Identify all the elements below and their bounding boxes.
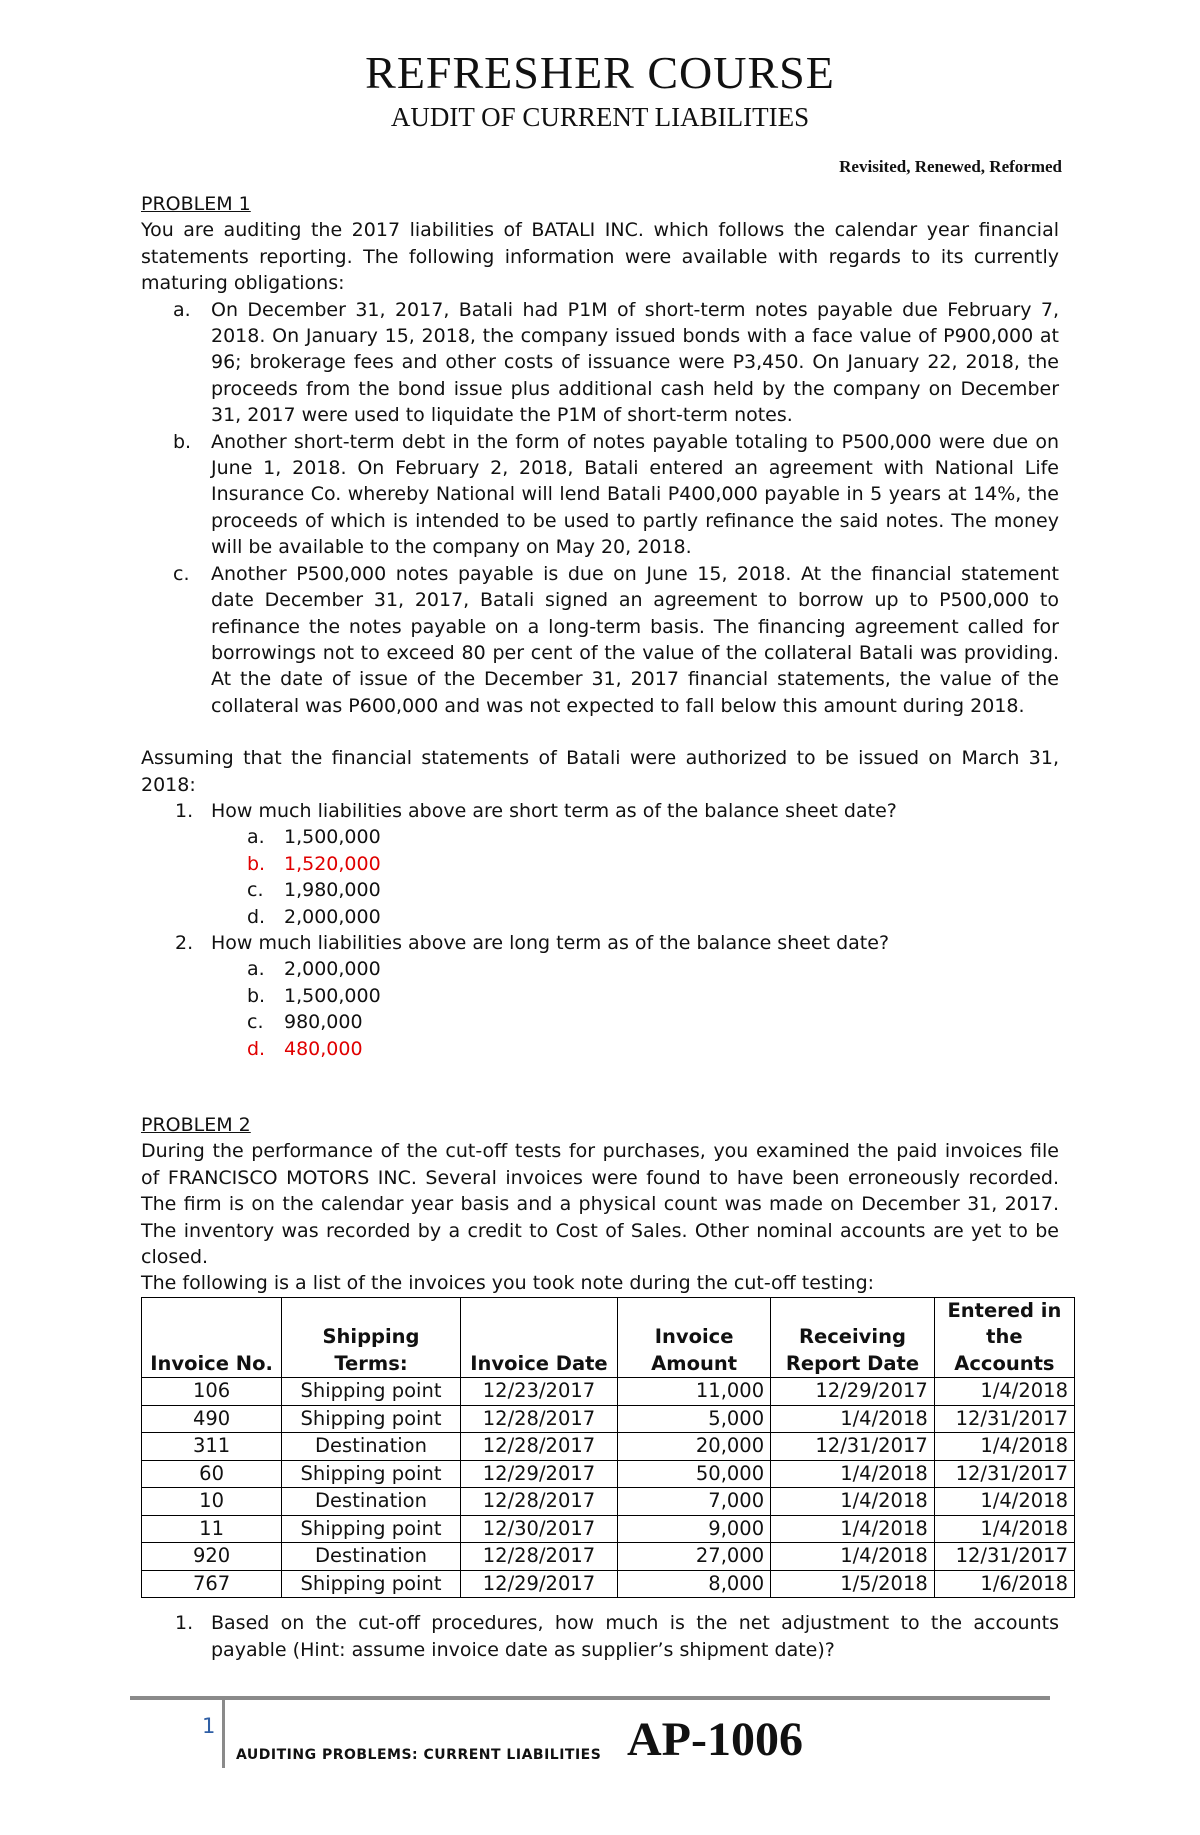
table-cell: 1/6/2018	[934, 1570, 1074, 1598]
table-cell: Shipping point	[282, 1460, 461, 1488]
table-cell: 9,000	[618, 1515, 771, 1543]
table-row	[142, 1460, 1075, 1488]
table-row	[142, 1405, 1075, 1433]
table-cell: Destination	[282, 1488, 461, 1516]
table-cell: 490	[142, 1405, 282, 1433]
table-cell: Shipping point	[282, 1570, 461, 1598]
question	[141, 930, 1059, 956]
table-cell: Shipping point	[282, 1515, 461, 1543]
option-letter: d.	[247, 1037, 266, 1060]
problem-1-assumption: Assuming that the financial statements of Batali were authorized to be issued on March 31, 2018:	[141, 747, 1059, 796]
option-value: 1,980,000	[284, 879, 381, 902]
answer-option	[141, 983, 1059, 1009]
column-header: Shipping Terms:	[282, 1297, 461, 1378]
problem-1-intro: You are auditing the 2017 liabilities of BATALI INC. which follows the calendar year financial statements reporting. The following information were available with regards to its currently maturing obligations:	[141, 219, 1059, 295]
document-subtitle: AUDIT OF CURRENT LIABILITIES	[390, 102, 810, 132]
option-value: 2,000,000	[284, 905, 381, 928]
table-cell: 106	[142, 1378, 282, 1406]
option-value: 2,000,000	[284, 958, 381, 981]
table-row	[142, 1570, 1075, 1598]
option-value: 1,500,000	[284, 826, 381, 849]
answer-option	[141, 824, 1059, 850]
option-value: 980,000	[284, 1011, 363, 1034]
table-cell: 12/28/2017	[460, 1543, 617, 1571]
invoice-table	[141, 1297, 1075, 1599]
table-cell: 11	[142, 1515, 282, 1543]
table-cell: 60	[142, 1460, 282, 1488]
option-letter: b.	[247, 852, 266, 875]
problem-1-items	[141, 297, 1059, 720]
problem-2-questions	[141, 1610, 1059, 1663]
option-letter: a.	[247, 826, 265, 849]
table-cell: 1/4/2018	[771, 1515, 935, 1543]
answer-option	[141, 956, 1059, 982]
table-cell: 1/4/2018	[771, 1488, 935, 1516]
question	[141, 1610, 1059, 1663]
footer-divider	[130, 1696, 1050, 1700]
question	[141, 798, 1059, 824]
table-cell: 12/31/2017	[771, 1433, 935, 1461]
option-value: 1,500,000	[284, 984, 381, 1007]
table-cell: 12/29/2017	[460, 1570, 617, 1598]
question-number: 2.	[175, 931, 194, 954]
table-cell: 11,000	[618, 1378, 771, 1406]
footer-code: AP-1006	[627, 1713, 803, 1766]
problem-2-section	[141, 1112, 1068, 1663]
table-cell: 1/4/2018	[771, 1460, 935, 1488]
table-cell: 8,000	[618, 1570, 771, 1598]
column-header: Invoice Amount	[618, 1297, 771, 1378]
table-cell: 1/4/2018	[934, 1515, 1074, 1543]
document-title: REFRESHER COURSE	[365, 47, 835, 98]
invoice-table-header	[142, 1297, 1075, 1378]
table-row	[142, 1378, 1075, 1406]
question-text: Based on the cut-off procedures, how much is the net adjustment to the accounts payable (Hint: assume invoice date as supplier’s shipment date)?	[211, 1612, 1059, 1661]
option-letter: d.	[247, 905, 266, 928]
option-letter: b.	[247, 984, 266, 1007]
table-cell: 1/5/2018	[771, 1570, 935, 1598]
table-cell: 7,000	[618, 1488, 771, 1516]
table-cell: 12/29/2017	[460, 1460, 617, 1488]
question-number: 1.	[175, 1612, 194, 1635]
table-cell: 767	[142, 1570, 282, 1598]
problem-1-section	[141, 191, 1059, 1062]
table-cell: 1/4/2018	[934, 1488, 1074, 1516]
column-header: Invoice Date	[460, 1297, 617, 1378]
table-row	[142, 1543, 1075, 1571]
item-marker: a.	[173, 298, 191, 321]
table-cell: 1/4/2018	[934, 1433, 1074, 1461]
problem-1-heading: PROBLEM 1	[141, 193, 251, 215]
item-marker: b.	[173, 430, 192, 453]
table-cell: 12/29/2017	[771, 1378, 935, 1406]
item-text: On December 31, 2017, Batali had P1M of short-term notes payable due February 7, 2018. On January 15, 2018, the company issued bonds with a face value of P900,000 at 96; brokerage fees and other costs of issuance were P3,450. On January 22, 2018, the proceeds from the bond issue plus additional cash held by the company on December 31, 2017 were used to liquidate the P1M of short-term notes.	[211, 298, 1059, 427]
table-cell: 12/28/2017	[460, 1488, 617, 1516]
problem-1-item	[141, 429, 1059, 561]
problem-2-intro: During the performance of the cut-off tests for purchases, you examined the paid invoices file of FRANCISCO MOTORS INC. Several invoices were found to have been erroneously recorded. The firm is on the calendar year basis and a physical count was made on December 31, 2017. The inventory was recorded by a credit to Cost of Sales. Other nominal accounts are yet to be closed.	[141, 1140, 1059, 1269]
table-cell: 12/28/2017	[460, 1433, 617, 1461]
table-cell: 12/23/2017	[460, 1378, 617, 1406]
answer-option-correct	[141, 1036, 1059, 1062]
invoice-list-intro: The following is a list of the invoices you took note during the cut-off testing:	[141, 1272, 875, 1295]
table-cell: 920	[142, 1543, 282, 1571]
tagline: Revisited, Renewed, Reformed	[839, 157, 1062, 176]
table-cell: 5,000	[618, 1405, 771, 1433]
item-marker: c.	[173, 562, 190, 585]
table-cell: 12/28/2017	[460, 1405, 617, 1433]
option-value: 480,000	[284, 1037, 363, 1060]
table-cell: 27,000	[618, 1543, 771, 1571]
footer-vertical-divider	[222, 1700, 225, 1768]
table-row	[142, 1515, 1075, 1543]
table-cell: 1/4/2018	[771, 1543, 935, 1571]
answer-option	[141, 877, 1059, 903]
problem-1-questions	[141, 798, 1059, 1062]
table-row	[142, 1433, 1075, 1461]
column-header: Receiving Report Date	[771, 1297, 935, 1378]
table-cell: 1/4/2018	[934, 1378, 1074, 1406]
column-header: Entered in the Accounts	[934, 1297, 1074, 1378]
table-cell: 12/31/2017	[934, 1460, 1074, 1488]
table-cell: 20,000	[618, 1433, 771, 1461]
item-text: Another short-term debt in the form of notes payable totaling to P500,000 were due on June 1, 2018. On February 2, 2018, Batali entered an agreement with National Life Insurance Co. whereby National will lend Batali P400,000 payable in 5 years at 14%, the proceeds of which is intended to be used to partly refinance the said notes. The money will be available to the company on May 20, 2018.	[211, 430, 1059, 559]
question-text: How much liabilities above are short term as of the balance sheet date?	[211, 799, 897, 822]
item-text: Another P500,000 notes payable is due on June 15, 2018. At the financial statement date December 31, 2017, Batali signed an agreement to borrow up to P500,000 to refinance the notes payable on a long-term basis. The financing agreement called for borrowings not to exceed 80 per cent of the value of the collateral Batali was providing. At the date of issue of the December 31, 2017 financial statements, the value of the collateral was P600,000 and was not expected to fall below this amount during 2018.	[211, 562, 1059, 717]
problem-1-item	[141, 297, 1059, 429]
option-letter: a.	[247, 958, 265, 981]
column-header: Invoice No.	[142, 1297, 282, 1378]
table-cell: 12/31/2017	[934, 1405, 1074, 1433]
answer-option	[141, 1009, 1059, 1035]
table-cell: Destination	[282, 1433, 461, 1461]
table-cell: 10	[142, 1488, 282, 1516]
table-cell: 311	[142, 1433, 282, 1461]
problem-2-heading: PROBLEM 2	[141, 1114, 251, 1136]
footer-running-title: AUDITING PROBLEMS: CURRENT LIABILITIES	[236, 1747, 602, 1763]
option-letter: c.	[247, 879, 264, 902]
answer-option-correct	[141, 851, 1059, 877]
table-cell: Shipping point	[282, 1378, 461, 1406]
table-cell: 12/31/2017	[934, 1543, 1074, 1571]
invoice-table-body	[142, 1378, 1075, 1598]
option-value: 1,520,000	[284, 852, 381, 875]
answer-option	[141, 904, 1059, 930]
table-cell: Destination	[282, 1543, 461, 1571]
table-cell: Shipping point	[282, 1405, 461, 1433]
table-cell: 12/30/2017	[460, 1515, 617, 1543]
table-cell: 1/4/2018	[771, 1405, 935, 1433]
option-letter: c.	[247, 1011, 264, 1034]
table-cell: 50,000	[618, 1460, 771, 1488]
problem-1-item	[141, 561, 1059, 719]
table-row	[142, 1488, 1075, 1516]
question-number: 1.	[175, 799, 194, 822]
question-text: How much liabilities above are long term as of the balance sheet date?	[211, 931, 890, 954]
page-number: 1	[202, 1714, 216, 1738]
